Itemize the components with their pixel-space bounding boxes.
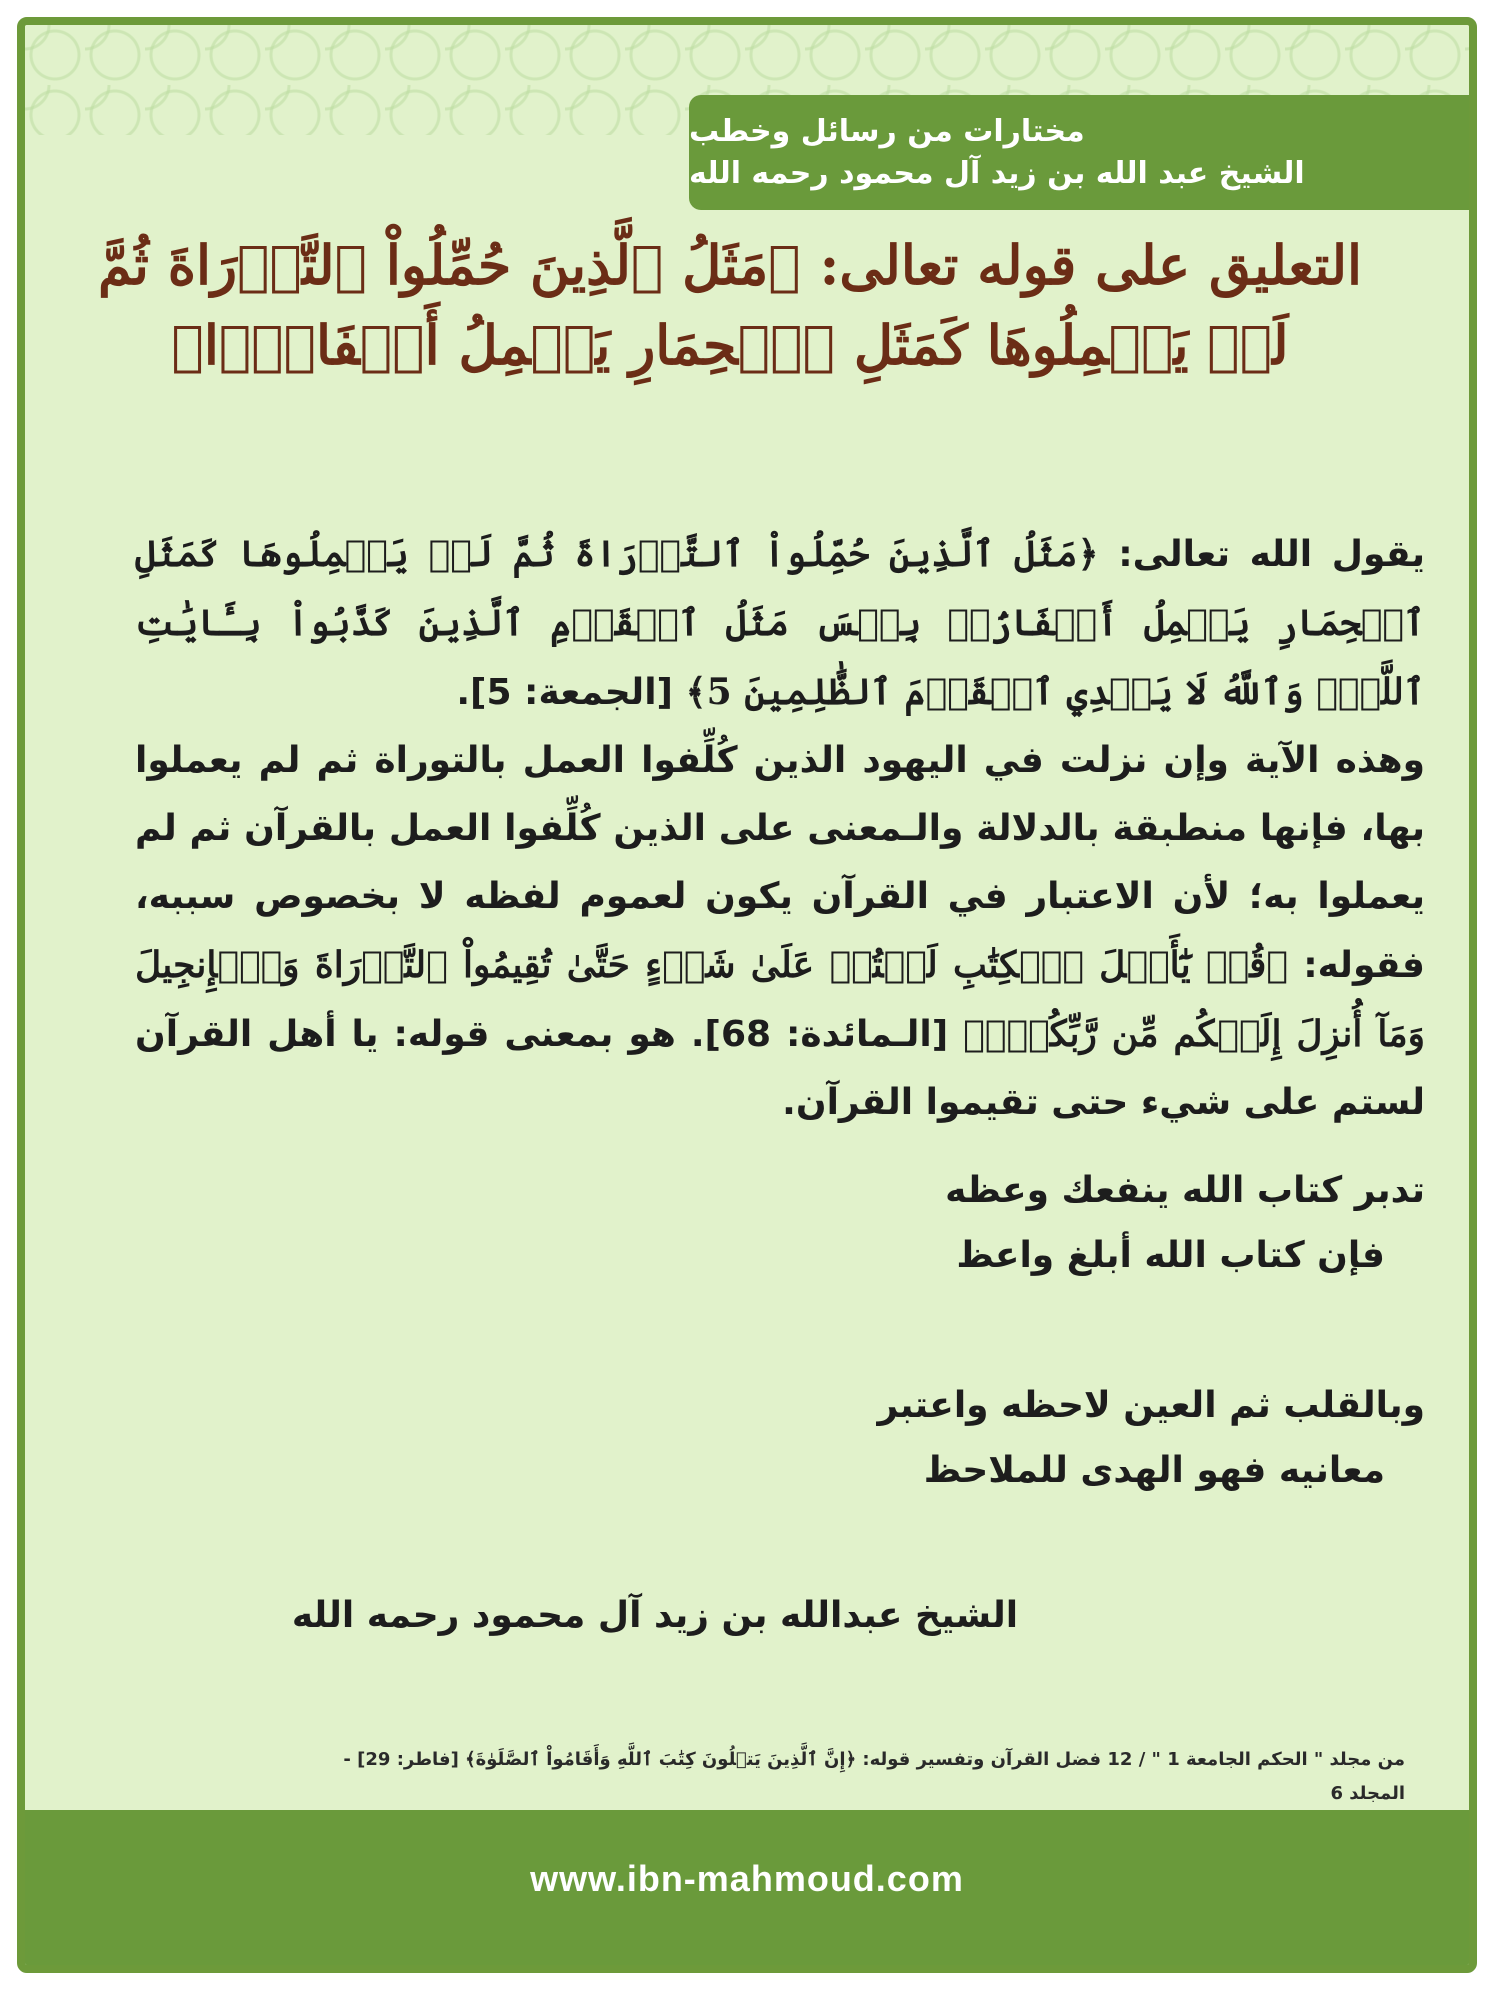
header-author: الشيخ عبد الله بن زيد آل محمود رحمه الله bbox=[689, 155, 1305, 191]
poem-verse-1-first-half: تدبر كتاب الله ينفعك وعظه bbox=[945, 1170, 1425, 1211]
signature bbox=[25, 1595, 1477, 1636]
source-citation-line-1: من مجلد " الحكم الجامعة 1 " / 12 فضل القرآن وتفسير قوله: ﴿إِنَّ ٱلَّذِينَ يَتۡلُونَ كِتَٰبَ ٱللَّهِ وَأَقَامُواْ ٱلصَّلَوٰةَ﴾ [فاطر: 29] - bbox=[343, 1749, 1405, 1770]
quran-verse-jumuah: ﴿مَثَلُ ٱلَّذِينَ حُمِّلُواْ ٱلتَّوۡرَاةَ ثُمَّ لَمۡ يَحۡمِلُوهَا كَمَثَلِ ٱلۡحِمَارِ يَحۡمِلُ أَسۡفَارَۢاۚ بِئۡسَ مَثَلُ ٱلۡقَوۡمِ ٱلَّذِينَ كَذَّبُواْ بِـَٔايَٰتِ ٱللَّهِۚ وَٱللَّهُ لَا يَهۡدِي ٱلۡقَوۡمَ ٱلظَّٰلِمِينَ 5﴾ bbox=[135, 533, 1425, 713]
header-series-title: مختارات من رسائل وخطب bbox=[689, 113, 1085, 149]
paragraph-2 bbox=[135, 727, 1425, 1137]
paragraph-1-intro: يقول الله تعالى: bbox=[1098, 534, 1425, 575]
paragraph-1 bbox=[135, 520, 1425, 727]
website-link[interactable]: www.ibn-mahmoud.com bbox=[530, 1857, 964, 1899]
poem-verse-2-first-half: وبالقلب ثم العين لاحظه واعتبر bbox=[877, 1385, 1425, 1426]
verse-reference-jumuah: [الجمعة: 5]. bbox=[456, 672, 686, 713]
footer-band bbox=[25, 1810, 1469, 1965]
header-band bbox=[689, 95, 1469, 210]
source-citation bbox=[265, 1743, 1405, 1811]
poem-verse-2-second-half: معانيه فهو الهدى للملاحظ bbox=[923, 1450, 1385, 1491]
source-citation-line-2: المجلد 6 bbox=[1330, 1783, 1405, 1804]
verse-reference-maidah: [الـمائدة: 68]. هو بمعنى قوله: يا أهل القرآن لستم على شيء حتى تقيموا القرآن. bbox=[135, 1014, 1425, 1123]
quran-verse-maidah: ﴿قُلۡ يَٰٓأَهۡلَ ٱلۡكِتَٰبِ لَسۡتُمۡ عَلَىٰ شَيۡءٍ حَتَّىٰ تُقِيمُواْ ٱلتَّوۡرَاةَ وَٱلۡإِنجِيلَ وَمَآ أُنزِلَ إِلَيۡكُم مِّن رَّبِّكُمۡۗ﴾ bbox=[135, 944, 1425, 1055]
article-body bbox=[135, 520, 1425, 1137]
paragraph-2-intro: وهذه الآية وإن نزلت في اليهود الذين كُلِّفوا العمل بالتوراة ثم لم يعملوا بها، فإنها منطبقة بالدلالة والـمعنى على الذين كُلِّفوا العمل بالقرآن ثم لم يعملوا به؛ لأن الاعتبار في القرآن يكون لعموم لفظه لا بخصوص سببه، فقوله: bbox=[135, 740, 1425, 986]
poem-verse-1-second-half: فإن كتاب الله أبلغ واعظ bbox=[956, 1235, 1385, 1276]
article-title: التعليق على قوله تعالى: ﴿مَثَلُ ٱلَّذِينَ حُمِّلُواْ ٱلتَّوۡرَاةَ ثُمَّ لَمۡ يَحۡمِلُوهَا كَمَثَلِ ٱلۡحِمَارِ يَحۡمِلُ أَسۡفَارَۢا﴾ bbox=[97, 233, 1363, 377]
article-card bbox=[17, 17, 1477, 1973]
signature-text: الشيخ عبدالله بن زيد آل محمود رحمه الله bbox=[291, 1595, 1019, 1636]
